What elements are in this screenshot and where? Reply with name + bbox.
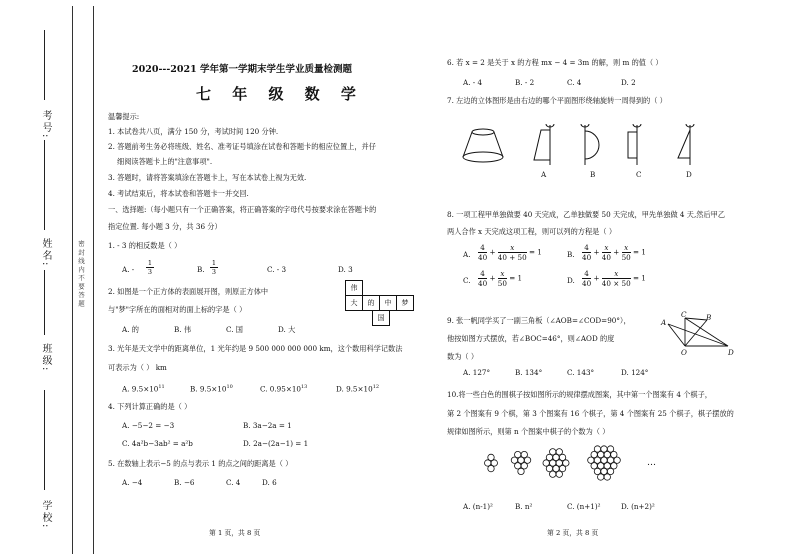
- q2-option-a: A. 的: [122, 325, 139, 334]
- q4-option-b: B. 3a−2a = 1: [243, 421, 292, 430]
- q8-a-d2: 40 + 50: [497, 253, 527, 262]
- q7-label-c: C: [636, 170, 642, 179]
- q3-b-base: B. 9.5×10: [190, 384, 227, 394]
- q3-d-exp: 12: [372, 384, 380, 390]
- q1-option-d: D. 3: [338, 265, 353, 274]
- q3-b-exp: 10: [226, 384, 233, 390]
- go-stone: [604, 474, 610, 480]
- q9-stem-2: 他按如图方式摆放，若∠BOC=46°，则∠AOD 的度: [447, 334, 615, 343]
- q5-option-b: B. −6: [174, 478, 195, 487]
- net-cell-3: 的: [362, 295, 380, 311]
- q1-option-b: B.: [197, 265, 205, 274]
- q5-option-d: D. 6: [262, 478, 277, 487]
- q8-c-n1: 4: [478, 269, 487, 279]
- q8-c-d2: 50: [497, 279, 507, 288]
- q6-option-b: B. - 2: [515, 78, 535, 87]
- q7-stem: 7. 左边的立体图形是由右边的哪个平面图形绕轴旋转一周得到的（ ）: [447, 96, 667, 105]
- q3-a-base: A. 9.5×10: [122, 384, 159, 394]
- go-stone: [488, 465, 494, 471]
- q9-option-d: D. 124°: [621, 368, 649, 377]
- q10-stem-3: 规律如图所示，则第 n 个图案中棋子的个数为（ ）: [447, 427, 610, 436]
- q8-a-plus: +: [489, 247, 496, 257]
- q10-ellipsis: …: [647, 458, 656, 468]
- q2-option-d: D. 大: [278, 325, 296, 334]
- q3-a-exp: 11: [158, 384, 165, 390]
- q8-a-label: A.: [463, 250, 471, 259]
- q9-label-o: O: [681, 348, 687, 357]
- q2-stem-1: 2. 如图是一个正方体的表面展开图，则原正方体中: [108, 287, 269, 296]
- q1-b-den: 3: [211, 268, 217, 276]
- q5-option-a: A. −4: [122, 478, 143, 487]
- q2-stem-2: 与"梦"字所在的面相对的面上标的字是（ ）: [108, 305, 247, 314]
- q8-stem-1: 8. 一项工程甲单独做要 40 天完成，乙单独做要 50 天完成，甲先单独做 4 天,然后甲乙: [447, 210, 726, 219]
- notes-heading: 温馨提示:: [108, 112, 140, 121]
- section1-line2: 指定位置. 每小题 3 分，共 36 分）: [108, 222, 222, 231]
- q3-stem-1: 3. 光年是天文学中的距离单位，1 光年约是 9 500 000 000 000 km，这个数用科学记数法: [108, 344, 403, 353]
- net-cell-4: 中: [379, 295, 397, 311]
- q1-stem: 1. - 3 的相反数是（ ）: [108, 241, 182, 250]
- q2-option-c: C. 国: [226, 325, 243, 334]
- q8-d-plus: +: [593, 273, 600, 283]
- net-cell-6: 国: [372, 310, 390, 326]
- q3-stem-2: 可表示为（ ） km: [108, 363, 167, 372]
- q8-b-n1: 4: [582, 243, 591, 253]
- q9-option-a: A. 127°: [463, 368, 491, 377]
- q8-a-eq: = 1: [528, 247, 542, 257]
- q3-d-base: D. 9.5×10: [336, 384, 373, 394]
- q1-option-a: A. -: [122, 265, 135, 274]
- q10-option-c: C. (n+1)²: [567, 502, 601, 511]
- q1-b-num: 1: [211, 259, 217, 267]
- q8-b-plus: +: [593, 247, 600, 257]
- q8-c-plus: +: [489, 273, 496, 283]
- exam-title: 2020---2021 学年第一学期末学生学业质量检测题: [132, 64, 353, 75]
- subject-title: 七 年 级 数 学: [196, 85, 364, 103]
- q9-label-d: D: [728, 348, 734, 357]
- q8-d-d2: 40 × 50: [601, 279, 631, 288]
- q8-a-d1: 40: [478, 253, 488, 262]
- exam-no-label: 考号:: [40, 110, 51, 140]
- q8-b-eq: = 1: [633, 247, 646, 257]
- q9-option-b: B. 134°: [515, 368, 543, 377]
- q8-a-n1: 4: [478, 243, 487, 253]
- q10-option-a: A. (n-1)²: [463, 502, 493, 511]
- q6-stem: 6. 若 x = 2 是关于 x 的方程 mx − 4 = 3m 的解，则 m 的值（ ）: [447, 58, 663, 67]
- q1-a-den: 3: [147, 268, 153, 276]
- q1-a-num: 1: [147, 259, 153, 267]
- q7-label-a: A: [541, 170, 547, 179]
- q8-b-n3: x: [622, 243, 631, 253]
- q9-stem-3: 数为（ ）: [447, 352, 479, 361]
- go-stone: [556, 471, 562, 477]
- q8-b-d1: 40: [582, 253, 592, 262]
- go-stone: [598, 474, 604, 480]
- q8-d-eq: = 1: [632, 273, 646, 283]
- q8-c-eq: = 1: [509, 273, 523, 283]
- q9-option-c: C. 143°: [567, 368, 595, 377]
- q4-option-d: D. 2a−(2a−1) = 1: [243, 439, 309, 448]
- q10-option-d: D. (n+2)²: [621, 502, 655, 511]
- q5-stem: 5. 在数轴上表示−5 的点与表示 1 的点之间的距离是（ ）: [108, 459, 293, 468]
- school-label: 学校:: [40, 500, 51, 530]
- q8-c-label: C.: [463, 276, 471, 285]
- note-3: 3. 答题时，请将答案填涂在答题卡上，写在本试卷上视为无效.: [108, 173, 307, 182]
- q10-option-b: B. n²: [515, 502, 533, 511]
- note-4: 4. 考试结束后，将本试卷和答题卡一并交回.: [108, 189, 249, 198]
- q9-label-c: C: [681, 310, 687, 319]
- section1-line1: 一、选择题:（每小题只有一个正确答案，将正确答案的字母代号按要求涂在答题卡的: [108, 205, 377, 214]
- q8-b-label: B.: [567, 250, 575, 259]
- q10-stem-2: 第 2 个图案有 9 个棋，第 3 个图案有 16 个棋子，第 4 个图案有 25 个棋子，棋子摆放的: [447, 409, 734, 418]
- note-1: 1. 本试卷共八页，满分 150 分，考试时间 120 分钟.: [108, 127, 279, 136]
- note-2-cont: 细阅读答题卡上的"注意事项".: [117, 157, 213, 166]
- q8-c-n2: x: [498, 269, 507, 279]
- go-stone: [518, 468, 524, 474]
- q8-d-n2: x: [602, 269, 631, 279]
- q3-c-exp: 13: [300, 384, 308, 390]
- go-stone: [550, 471, 556, 477]
- q9-stem-1: 9. 张一帆同学买了一副三角板（∠AOB=∠COD=90°），: [447, 316, 631, 325]
- q6-option-c: C. 4: [567, 78, 582, 87]
- footer-right: 第 2 页，共 8 页: [547, 529, 599, 537]
- seal-text: 密 封 线 内 不 要 答 题: [77, 240, 85, 307]
- q9-label-a: A: [661, 318, 667, 327]
- q7-label-d: D: [686, 170, 692, 179]
- q5-option-c: C. 4: [226, 478, 241, 487]
- q8-stem-2: 两人合作 x 天完成这项工程，则可以列的方程是（ ）: [447, 227, 617, 236]
- q10-stem-1: 10.将一些白色的围棋子按如图所示的规律摆成图案，其中第一个图案有 4 个棋子，: [447, 390, 712, 399]
- q8-b-plus2: +: [613, 247, 620, 257]
- q7-label-b: B: [590, 170, 596, 179]
- q3-c-base: C. 0.95×10: [260, 384, 301, 394]
- q8-b-d2: 40: [601, 253, 611, 262]
- footer-left: 第 1 页，共 8 页: [209, 529, 261, 537]
- q4-option-c: C. 4a²b−3ab² = a²b: [122, 439, 193, 448]
- name-label: 姓名:: [40, 238, 51, 268]
- net-cell-1: 伟: [345, 280, 363, 296]
- q8-d-d1: 40: [582, 279, 592, 288]
- net-cell-2: 大: [345, 295, 363, 311]
- q6-option-a: A. - 4: [463, 78, 483, 87]
- q8-d-label: D.: [567, 276, 575, 285]
- q8-d-n1: 4: [582, 269, 591, 279]
- q4-stem: 4. 下列计算正确的是（ ）: [108, 402, 192, 411]
- q6-option-d: D. 2: [621, 78, 636, 87]
- q8-a-n2: x: [498, 243, 527, 253]
- q8-c-d1: 40: [478, 279, 488, 288]
- q4-option-a: A. −5−2 = −3: [122, 421, 175, 430]
- note-2: 2. 答题前考生务必将班级、姓名、准考证号填涂在试卷和答题卡的相应位置上，并仔: [108, 142, 376, 151]
- q8-b-d3: 50: [621, 253, 631, 262]
- q1-option-c: C. - 3: [267, 265, 287, 274]
- class-label: 班级:: [40, 343, 51, 373]
- q8-b-n2: x: [602, 243, 611, 253]
- q9-label-b: B: [706, 313, 712, 322]
- net-cell-5: 梦: [396, 295, 414, 311]
- q2-option-b: B. 伟: [174, 325, 192, 334]
